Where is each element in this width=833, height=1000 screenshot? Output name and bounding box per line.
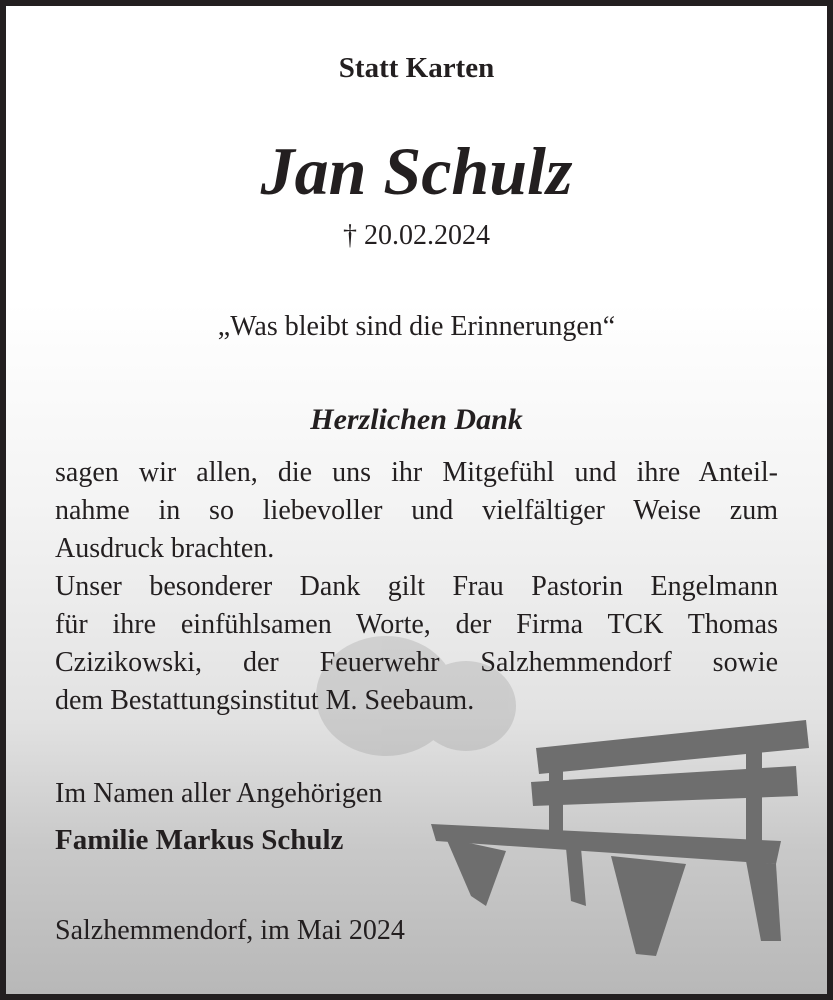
body-line: Czizikowski, der Feuerwehr Salzhemmendorf sowie: [55, 647, 778, 678]
body-line: dem Bestattungsinstitut M. Seebaum.: [55, 685, 475, 716]
body-line: sagen wir allen, die uns ihr Mitgefühl und ihre Anteil-: [55, 457, 778, 488]
body-line: Ausdruck brachten.: [55, 533, 275, 564]
death-date: † 20.02.2024: [343, 220, 490, 251]
place-date: Salzhemmendorf, im Mai 2024: [55, 915, 405, 946]
body-line: nahme in so liebevoller und vielfältiger Weise zum: [55, 495, 778, 526]
closing-text: Im Namen aller Angehörigen: [55, 778, 383, 809]
body-line: Unser besonderer Dank gilt Frau Pastorin Engelmann: [55, 571, 778, 602]
obituary-card: [6, 6, 827, 994]
header-text: Statt Karten: [338, 52, 495, 84]
thanks-heading: Herzlichen Dank: [310, 403, 523, 436]
quote: „Was bleibt sind die Erinnerungen“: [217, 311, 616, 342]
body-line: für ihre einfühlsamen Worte, der Firma TCK Thomas: [55, 609, 778, 640]
family-signature: Familie Markus Schulz: [55, 824, 344, 856]
deceased-name: Jan Schulz: [260, 133, 573, 209]
